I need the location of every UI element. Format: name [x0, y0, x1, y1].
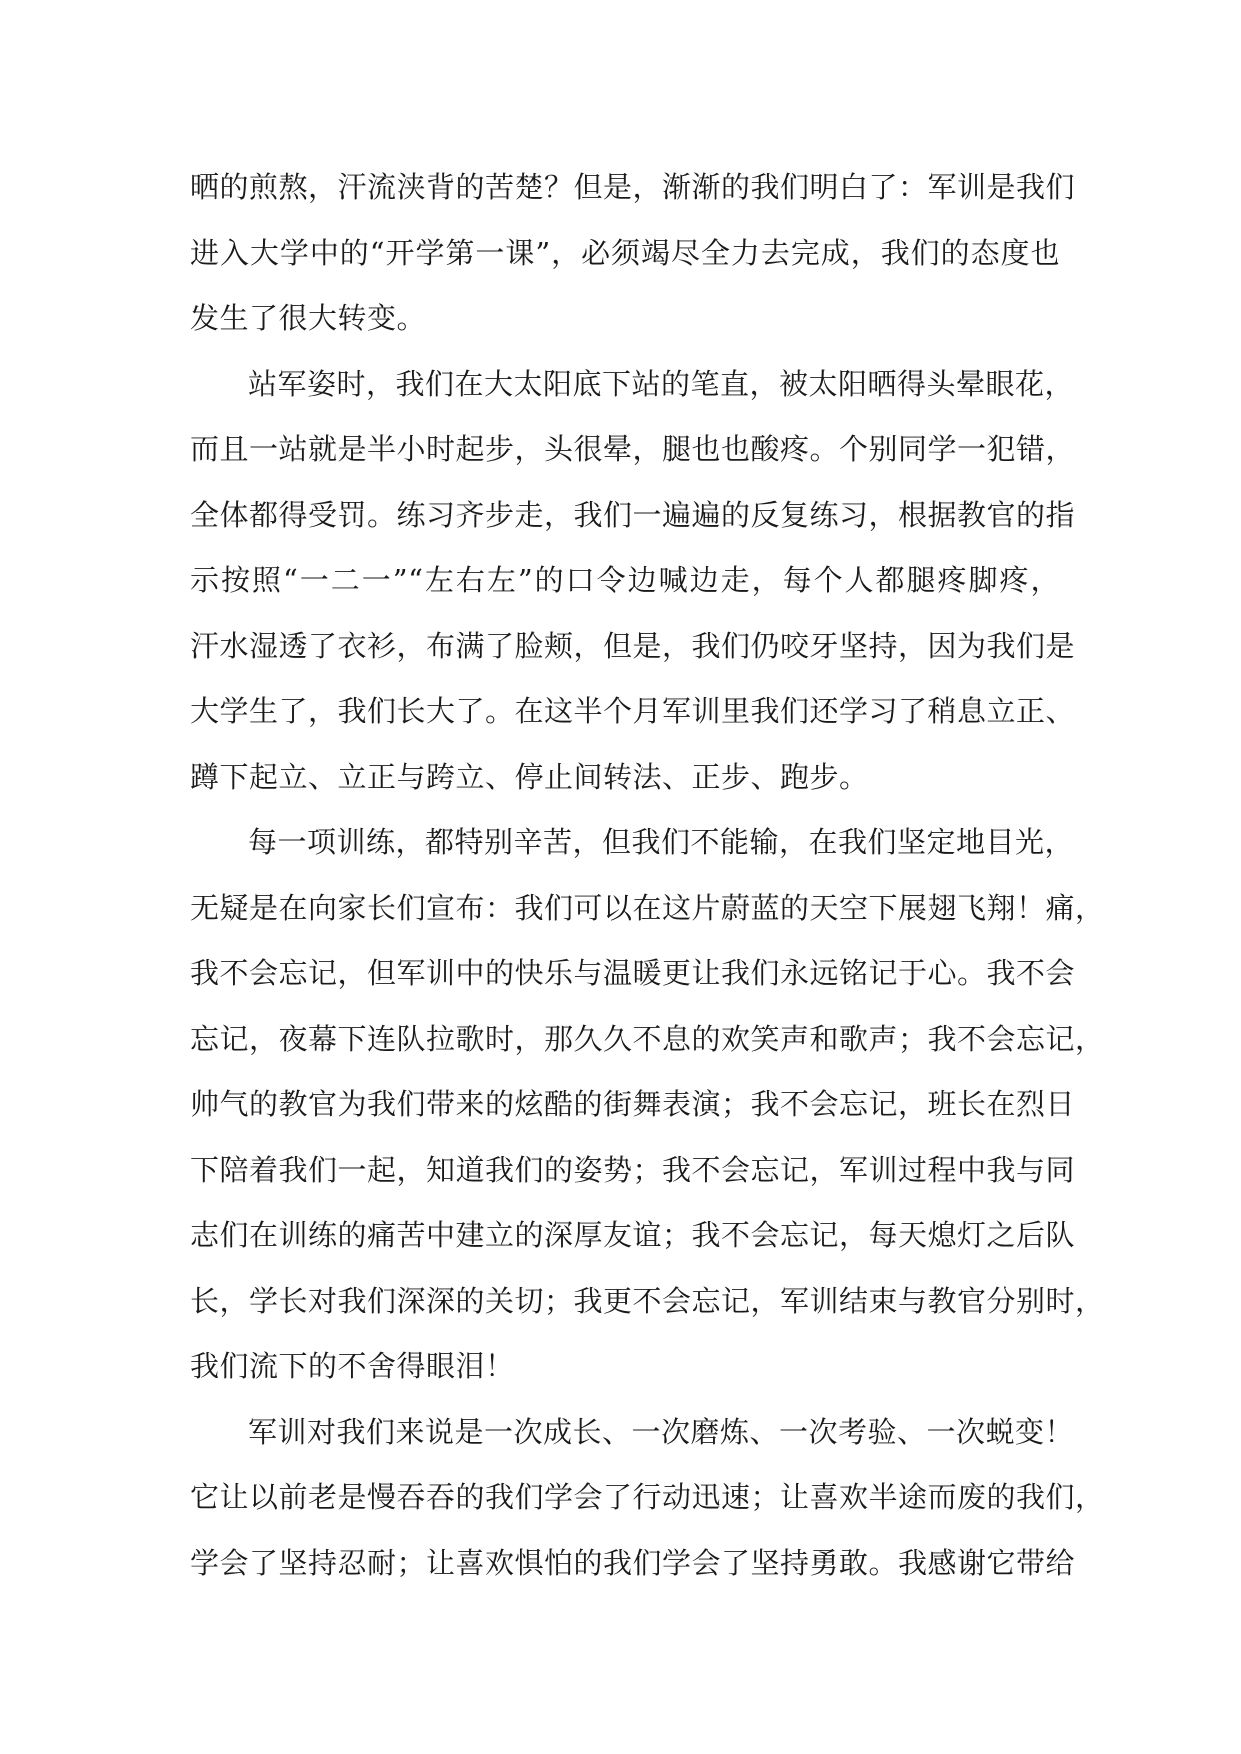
text-line: 军训对我们来说是一次成长、一次磨炼、一次考验、一次蜕变！ — [248, 1414, 1075, 1449]
text-line: 学会了坚持忍耐；让喜欢惧怕的我们学会了坚持勇敢。我感谢它带给 — [190, 1545, 1076, 1580]
text-line: 站军姿时，我们在大太阳底下站的笔直，被太阳晒得头晕眼花， — [248, 366, 1075, 401]
text-line: 我不会忘记，但军训中的快乐与温暖更让我们永远铭记于心。我不会 — [190, 956, 1076, 990]
paragraph — [190, 352, 1076, 811]
text-line: 蹲下起立、立正与跨立、停止间转法、正步、跑步。 — [190, 759, 869, 794]
text-line: 长，学长对我们深深的关切；我更不会忘记，军训结束与教官分别时， — [190, 1283, 1105, 1318]
text-line: 汗水湿透了衣衫，布满了脸颊，但是，我们仍咬牙坚持，因为我们是 — [190, 628, 1076, 663]
text-line: 帅气的教官为我们带来的炫酷的街舞表演；我不会忘记，班长在烈日 — [190, 1087, 1076, 1121]
paragraph — [190, 810, 1105, 1400]
text-line: 晒的煎熬，汗流浃背的苦楚？但是，渐渐的我们明白了：军训是我们 — [190, 170, 1076, 204]
text-line: 我们流下的不舍得眼泪！ — [190, 1349, 515, 1383]
paragraph — [190, 155, 1076, 352]
text-line: 每一项训练，都特别辛苦，但我们不能输，在我们坚定地目光， — [248, 825, 1075, 859]
text-line: 忘记，夜幕下连队拉歌时，那久久不息的欢笑声和歌声；我不会忘记， — [190, 1021, 1105, 1056]
paragraph — [190, 1400, 1105, 1597]
text-line: 示按照“一二一”“左右左”的口令边喊边走，每个人都腿疼脚疼， — [190, 563, 1060, 597]
text-line: 进入大学中的“开学第一课”，必须竭尽全力去完成，我们的态度也 — [190, 235, 1060, 270]
body-text — [190, 155, 1105, 1596]
text-line: 无疑是在向家长们宣布：我们可以在这片蔚蓝的天空下展翅飞翔！痛， — [190, 890, 1105, 925]
text-line: 志们在训练的痛苦中建立的深厚友谊；我不会忘记，每天熄灯之后队 — [190, 1218, 1076, 1252]
text-line: 下陪着我们一起，知道我们的姿势；我不会忘记，军训过程中我与同 — [190, 1152, 1076, 1187]
text-line: 全体都得受罚。练习齐步走，我们一遍遍的反复练习，根据教官的指 — [190, 497, 1076, 532]
text-line: 它让以前老是慢吞吞的我们学会了行动迅速；让喜欢半途而废的我们， — [190, 1480, 1105, 1514]
text-line: 发生了很大转变。 — [190, 301, 427, 335]
text-line: 大学生了，我们长大了。在这半个月军训里我们还学习了稍息立正、 — [190, 694, 1076, 728]
text-line: 而且一站就是半小时起步，头很晕，腿也也酸疼。个别同学一犯错， — [190, 432, 1076, 466]
